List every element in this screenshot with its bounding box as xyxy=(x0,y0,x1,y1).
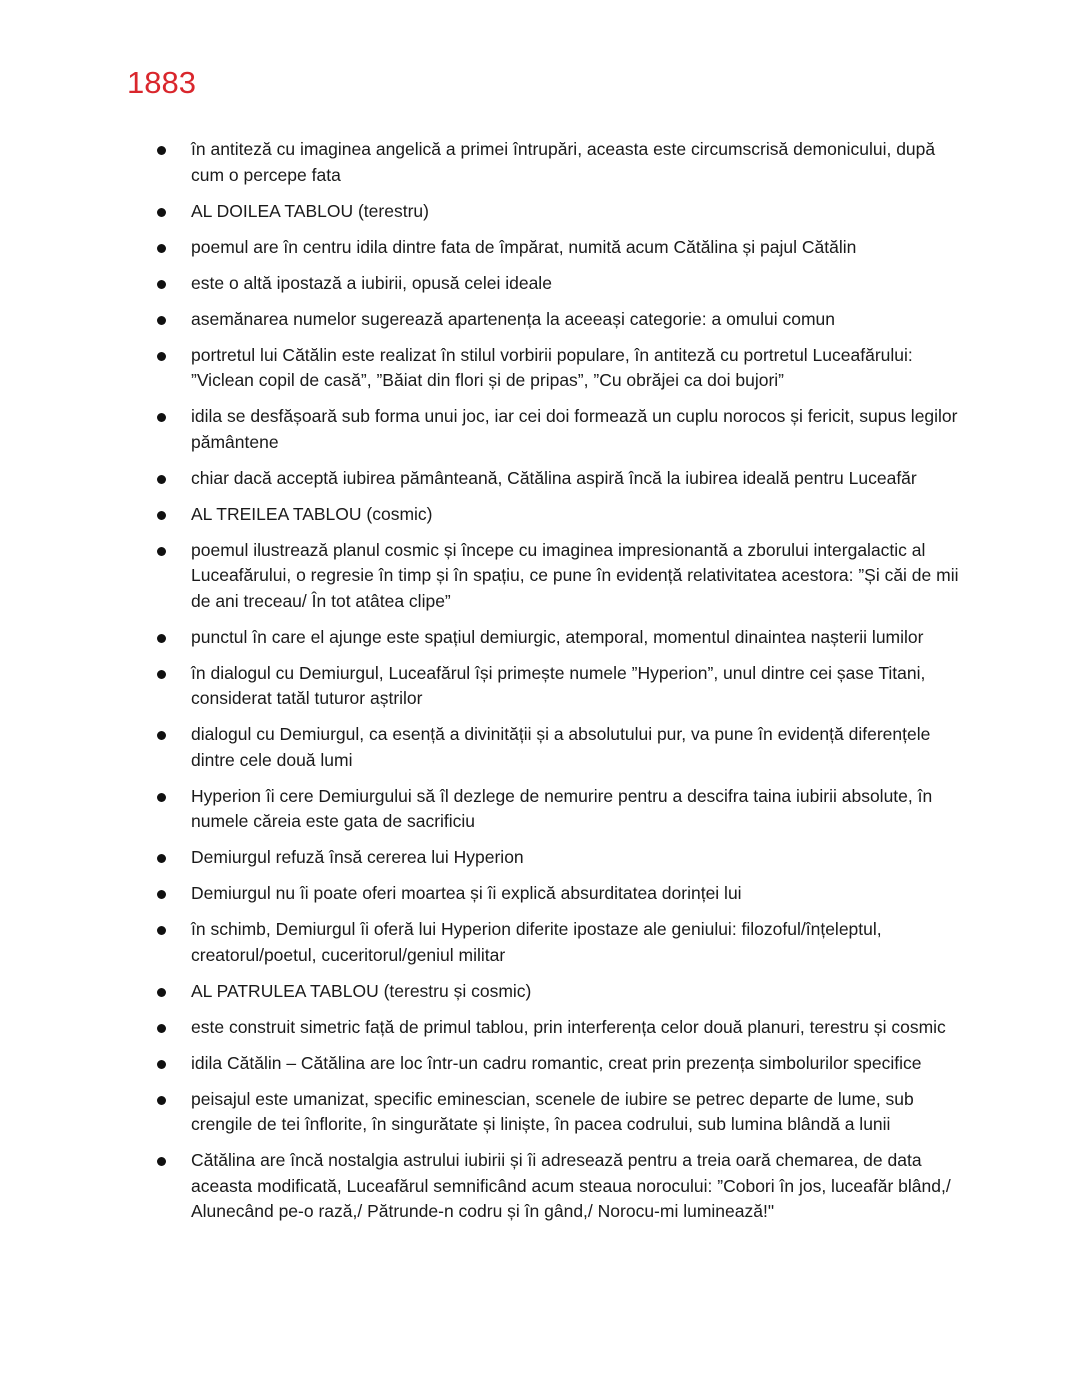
list-item xyxy=(0,1015,1080,1041)
list-item xyxy=(0,917,1080,968)
bullet-icon xyxy=(157,1024,166,1033)
list-item xyxy=(0,137,1080,188)
bullet-icon xyxy=(157,1060,166,1069)
bullet-icon xyxy=(157,793,166,802)
list-item xyxy=(0,625,1080,651)
list-item xyxy=(0,404,1080,455)
bullet-icon xyxy=(157,988,166,997)
list-item xyxy=(0,271,1080,297)
bullet-icon xyxy=(157,244,166,253)
bullet-icon xyxy=(157,475,166,484)
bullet-icon xyxy=(157,146,166,155)
list-item xyxy=(0,466,1080,492)
bullet-icon xyxy=(157,316,166,325)
bullet-icon xyxy=(157,208,166,217)
list-item xyxy=(0,979,1080,1005)
list-item xyxy=(0,343,1080,394)
bullet-icon xyxy=(157,731,166,740)
list-item-text: AL PATRULEA TABLOU (terestru și cosmic) xyxy=(191,980,532,1001)
list-item-text: în antiteză cu imaginea angelică a primei întrupări, aceasta este circumscrisă demonicului, după cum o percepe fata xyxy=(191,139,936,185)
list-item xyxy=(0,784,1080,835)
list-item-text: AL DOILEA TABLOU (terestru) xyxy=(191,200,429,221)
list-item-text: asemănarea numelor sugerează apartenența la aceeași categorie: a omului comun xyxy=(191,308,836,329)
list-item xyxy=(0,307,1080,333)
list-item xyxy=(0,881,1080,907)
bullet-icon xyxy=(157,1157,166,1166)
bullet-icon xyxy=(157,634,166,643)
list-item xyxy=(0,199,1080,225)
bullet-icon xyxy=(157,511,166,520)
list-item-text: punctul în care el ajunge este spațiul demiurgic, atemporal, momentul dinaintea nașterii lumilor xyxy=(191,626,924,647)
list-item-text: Hyperion îi cere Demiurgului să îl dezlege de nemurire pentru a descifra taina iubirii absolute, în numele căreia este gata de sacrificiu xyxy=(191,785,933,831)
bullet-icon xyxy=(157,1096,166,1105)
list-item xyxy=(0,235,1080,261)
page-title: 1883 xyxy=(127,65,196,100)
list-item-text: este construit simetric față de primul tablou, prin interferența celor două planuri, terestru și cosmic xyxy=(191,1016,946,1037)
list-item xyxy=(0,1148,1080,1225)
list-item xyxy=(0,845,1080,871)
bullet-icon xyxy=(157,280,166,289)
list-item-text: dialogul cu Demiurgul, ca esență a divinității și a absolutului pur, va pune în evidență diferențele dintre cele două lumi xyxy=(191,724,931,770)
bullet-icon xyxy=(157,547,166,556)
list-item xyxy=(0,1087,1080,1138)
list-item-text: idila Cătălin – Cătălina are loc într-un cadru romantic, creat prin prezența simbolurilor specifice xyxy=(191,1052,922,1073)
list-item-text: Demiurgul refuză însă cererea lui Hyperion xyxy=(191,847,524,867)
list-item xyxy=(0,538,1080,615)
list-item xyxy=(0,661,1080,712)
list-item-text: Demiurgul nu îi poate oferi moartea și îi explică absurditatea dorinței lui xyxy=(191,883,742,903)
list-item-text: este o altă ipostază a iubirii, opusă celei ideale xyxy=(191,272,552,293)
list-item-text: idila se desfășoară sub forma unui joc, iar cei doi formează un cuplu norocos și fericit, supus legilor pământene xyxy=(191,406,958,452)
bullet-icon xyxy=(157,890,166,899)
list-item-text: în schimb, Demiurgul îi oferă lui Hyperion diferite ipostaze ale geniului: filozoful/înțeleptul, creatorul/poetul, cuceritorul/geniul militar xyxy=(191,919,882,965)
list-item-text: peisajul este umanizat, specific eminescian, scenele de iubire se petrec departe de lume, sub crengile de tei înflorite, în singurătate și liniște, în pacea codrului, sub lumina blândă a lunii xyxy=(191,1088,914,1134)
bullet-icon xyxy=(157,926,166,935)
list-item-text: în dialogul cu Demiurgul, Luceafărul își primește numele ”Hyperion”, unul dintre cei șase Titani, considerat tatăl tuturor aștrilor xyxy=(191,662,926,708)
list-item-text: Cătălina are încă nostalgia astrului iubirii și îi adresează pentru a treia oară chemarea, de data aceasta modificată, Luceafărul semnificând acum steaua norocului: ”Cobori în jos, luceafăr blând,/ Alunecând pe-o rază,/ Pătrunde-n codru și în gând,/ Norocu-mi luminează!" xyxy=(191,1150,951,1221)
list-item-text: poemul ilustrează planul cosmic și începe cu imaginea impresionantă a zborului intergalactic al Luceafărului, o regresie în timp și în spațiu, ce pune în evidență relativitatea acestora: ”Și căi de mii de ani treceau/ În tot atâtea clipe” xyxy=(191,539,959,611)
list-item-text: chiar dacă acceptă iubirea pământeană, Cătălina aspiră încă la iubirea ideală pentru Luceafăr xyxy=(191,467,917,488)
list-item xyxy=(0,722,1080,773)
bullet-list xyxy=(0,137,1080,1235)
bullet-icon xyxy=(157,854,166,863)
bullet-icon xyxy=(157,670,166,679)
list-item-text: poemul are în centru idila dintre fata de împărat, numită acum Cătălina și pajul Cătălin xyxy=(191,236,857,257)
list-item xyxy=(0,1051,1080,1077)
list-item xyxy=(0,502,1080,528)
bullet-icon xyxy=(157,413,166,422)
list-item-text: AL TREILEA TABLOU (cosmic) xyxy=(191,503,433,524)
bullet-icon xyxy=(157,352,166,361)
list-item-text: portretul lui Cătălin este realizat în stilul vorbirii populare, în antiteză cu portretul Luceafărului: ”Viclean copil de casă”, ”Băiat din flori și de pripas”, ”Cu obrăjei ca doi bujori” xyxy=(191,344,913,390)
